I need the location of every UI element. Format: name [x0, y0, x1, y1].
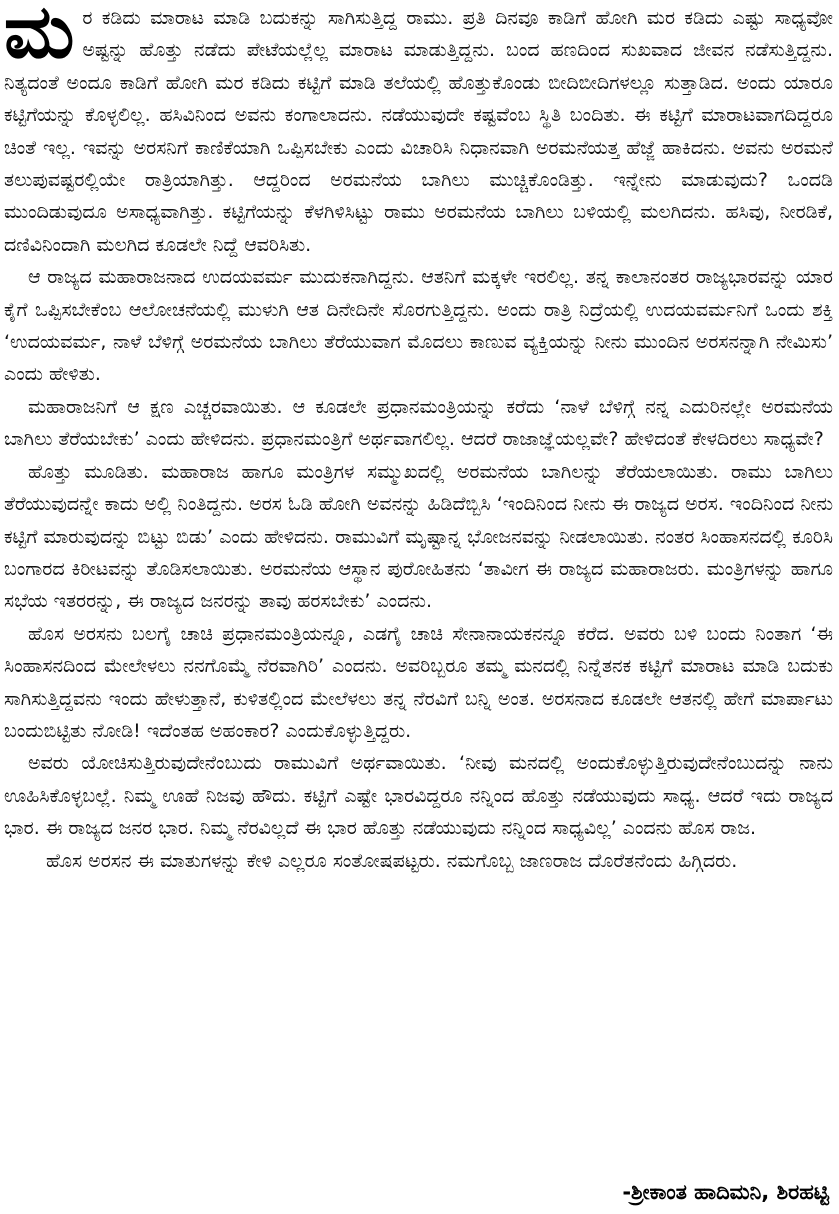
story-paragraph-6: ಅವರು ಯೋಚಿಸುತ್ತಿರುವುದೇನೆಂಬುದು ರಾಮುವಿಗೆ ಅರ್ಥವಾಯಿತು. ‘ನೀವು ಮನದಲ್ಲಿ ಅಂದುಕೊಳ್ಳುತ್ತಿರುವುದೇನೆಂಬುದನ್ನು ನಾನು ಊಹಿಸಿಕೊಳ್ಳಬಲ್ಲೆ. ನಿಮ್ಮ ಊಹೆ ನಿಜವು ಹೌದು. ಕಟ್ಟಿಗೆ ಎಷ್ಟೇ ಭಾರವಿದ್ದರೂ ನನ್ನಿಂದ ಹೊತ್ತು ನಡೆಯುವುದು ಸಾಧ್ಯ. ಆದರೆ ಇದು ರಾಜ್ಯದ ಭಾರ. ಈ ರಾಜ್ಯದ ಜನರ ಭಾರ. ನಿಮ್ಮ ನೆರವಿಲ್ಲದೆ ಈ ಭಾರ ಹೊತ್ತು ನಡೆಯುವುದು ನನ್ನಿಂದ ಸಾಧ್ಯವಿಲ್ಲ’ ಎಂದನು ಹೊಸ ರಾಜ.	[4, 752, 833, 840]
author-signature: -ಶ್ರೀಕಾಂತ ಹಾದಿಮನಿ, ಶಿರಹಟ್ಟಿ	[622, 1179, 829, 1204]
story-paragraph-2: ಆ ರಾಜ್ಯದ ಮಹಾರಾಜನಾದ ಉದಯವರ್ಮ ಮುದುಕನಾಗಿದ್ದನು. ಆತನಿಗೆ ಮಕ್ಕಳೇ ಇರಲಿಲ್ಲ. ತನ್ನ ಕಾಲಾನಂತರ ರಾಜ್ಯಭಾರವನ್ನು ಯಾರ ಕೈಗೆ ಒಪ್ಪಿಸಬೇಕೆಂಬ ಆಲೋಚನೆಯಲ್ಲಿ ಮುಳುಗಿ ಆತ ದಿನೇದಿನೇ ಸೊರಗುತ್ತಿದ್ದನು. ಅಂದು ರಾತ್ರಿ ನಿದ್ರೆಯಲ್ಲಿ ಉದಯವರ್ಮನಿಗೆ ಒಂದು ಶಕ್ತಿ ‘ಉದಯವರ್ಮ, ನಾಳೆ ಬೆಳಿಗ್ಗೆ ಅರಮನೆಯ ಬಾಗಿಲು ತೆರೆಯುವಾಗ ಮೊದಲು ಕಾಣುವ ವ್ಯಕ್ತಿಯನ್ನು ನೀನು ಮುಂದಿನ ಅರಸನನ್ನಾಗಿ ನೇಮಿಸು’ ಎಂದು ಹೇಳಿತು.	[4, 266, 833, 386]
story-paragraph-3: ಮಹಾರಾಜನಿಗೆ ಆ ಕ್ಷಣ ಎಚ್ಚರವಾಯಿತು. ಆ ಕೂಡಲೇ ಪ್ರಧಾನಮಂತ್ರಿಯನ್ನು ಕರೆದು ‘ನಾಳೆ ಬೆಳಿಗ್ಗೆ ನನ್ನ ಎದುರಿನಲ್ಲೇ ಅರಮನೆಯ ಬಾಗಿಲು ತೆರೆಯಬೇಕು’ ಎಂದು ಹೇಳಿದನು. ಪ್ರಧಾನಮಂತ್ರಿಗೆ ಅರ್ಥವಾಗಲಿಲ್ಲ. ಆದರೆ ರಾಜಾಜ್ಞೆಯಲ್ಲವೇ? ಹೇಳಿದಂತೆ ಕೇಳದಿರಲು ಸಾಧ್ಯವೇ?	[4, 395, 833, 451]
story-paragraph-4: ಹೊತ್ತು ಮೂಡಿತು. ಮಹಾರಾಜ ಹಾಗೂ ಮಂತ್ರಿಗಳ ಸಮ್ಮುಖದಲ್ಲಿ ಅರಮನೆಯ ಬಾಗಿಲನ್ನು ತೆರೆಯಲಾಯಿತು. ರಾಮು ಬಾಗಿಲು ತೆರೆಯುವುದನ್ನೇ ಕಾದು ಅಲ್ಲಿ ನಿಂತಿದ್ದನು. ಅರಸ ಓಡಿ ಹೋಗಿ ಅವನನ್ನು ಹಿಡಿದೆಬ್ಬಿಸಿ ‘ಇಂದಿನಿಂದ ನೀನು ಈ ರಾಜ್ಯದ ಅರಸ. ಇಂದಿನಿಂದ ನೀನು ಕಟ್ಟಿಗೆ ಮಾರುವುದನ್ನು ಬಿಟ್ಟು ಬಿಡು’ ಎಂದು ಹೇಳಿದನು. ರಾಮುವಿಗೆ ಮೃಷ್ಟಾನ್ನ ಭೋಜನವನ್ನು ನೀಡಲಾಯಿತು. ನಂತರ ಸಿಂಹಾಸನದಲ್ಲಿ ಕೂರಿಸಿ ಬಂಗಾರದ ಕಿರೀಟವನ್ನು ತೊಡಿಸಲಾಯಿತು. ಅರಮನೆಯ ಆಸ್ಥಾನ ಪುರೋಹಿತನು ‘ತಾವೀಗ ಈ ರಾಜ್ಯದ ಮಹಾರಾಜರು. ಮಂತ್ರಿಗಳನ್ನು ಹಾಗೂ ಸಭೆಯ ಇತರರನ್ನು, ಈ ರಾಜ್ಯದ ಜನರನ್ನು ತಾವು ಹರಸಬೇಕು’ ಎಂದನು.	[4, 460, 833, 613]
story-paragraph-7: ಹೊಸ ಅರಸನ ಈ ಮಾತುಗಳನ್ನು ಕೇಳಿ ಎಲ್ಲರೂ ಸಂತೋಷಪಟ್ಟರು. ನಮಗೊಬ್ಬ ಜಾಣರಾಜ ದೊರೆತನೆಂದು ಹಿಗ್ಗಿದರು.	[46, 849, 738, 872]
story-paragraph-5: ಹೊಸ ಅರಸನು ಬಲಗೈ ಚಾಚಿ ಪ್ರಧಾನಮಂತ್ರಿಯನ್ನೂ, ಎಡಗೈ ಚಾಚಿ ಸೇನಾನಾಯಕನನ್ನೂ ಕರೆದ. ಅವರು ಬಳಿ ಬಂದು ನಿಂತಾಗ ‘ಈ ಸಿಂಹಾಸನದಿಂದ ಮೇಲೇಳಲು ನನಗೊಮ್ಮೆ ನೆರವಾಗಿರಿ’ ಎಂದನು. ಅವರಿಬ್ಬರೂ ತಮ್ಮ ಮನದಲ್ಲಿ ನಿನ್ನೆತನಕ ಕಟ್ಟಿಗೆ ಮಾರಾಟ ಮಾಡಿ ಬದುಕು ಸಾಗಿಸುತ್ತಿದ್ದವನು ಇಂದು ಹೇಳುತ್ತಾನೆ, ಕುಳಿತಲ್ಲಿಂದ ಮೇಲೆಳಲು ತನ್ನ ನೆರವಿಗೆ ಬನ್ನಿ ಅಂತ. ಅರಸನಾದ ಕೂಡಲೇ ಆತನಲ್ಲಿ ಹೇಗೆ ಮಾರ್ಪಾಟು ಬಂದುಬಿಟ್ಟಿತು ನೋಡಿ! ಇದೆಂತಹ ಅಹಂಕಾರ? ಎಂದುಕೊಳ್ಳುತ್ತಿದ್ದರು.	[4, 622, 833, 742]
paragraph-1-text: ರ ಕಡಿದು ಮಾರಾಟ ಮಾಡಿ ಬದುಕನ್ನು ಸಾಗಿಸುತ್ತಿದ್ದ ರಾಮು. ಪ್ರತಿ ದಿನವೂ ಕಾಡಿಗೆ ಹೋಗಿ ಮರ ಕಡಿದು ಎಷ್ಟು ಸಾಧ್ಯವೋ ಅಷ್ಟನ್ನು ಹೊತ್ತು ನಡೆದು ಪೇಟೆಯಲ್ಲೆಲ್ಲ ಮಾರಾಟ ಮಾಡುತ್ತಿದ್ದನು. ಬಂದ ಹಣದಿಂದ ಸುಖವಾದ ಜೀವನ ನಡೆಸುತ್ತಿದ್ದನು. ನಿತ್ಯದಂತೆ ಅಂದೂ ಕಾಡಿಗೆ ಹೋಗಿ ಮರ ಕಡಿದು ಕಟ್ಟಿಗೆ ಮಾಡಿ ತಲೆಯಲ್ಲಿ ಹೊತ್ತುಕೊಂಡು ಬೀದಿಬೀದಿಗಳಲ್ಲೂ ಸುತ್ತಾಡಿದ. ಅಂದು ಯಾರೂ ಕಟ್ಟಿಗೆಯನ್ನು ಕೊಳ್ಳಲಿಲ್ಲ. ಹಸಿವಿನಿಂದ ಅವನು ಕಂಗಾಲಾದನು. ನಡೆಯುವುದೇ ಕಷ್ಟವೆಂಬ ಸ್ಥಿತಿ ಬಂದಿತು. ಈ ಕಟ್ಟಿಗೆ ಮಾರಾಟವಾಗದಿದ್ದರೂ ಚಿಂತೆ ಇಲ್ಲ. ಇವನ್ನು ಅರಸನಿಗೆ ಕಾಣಿಕೆಯಾಗಿ ಒಪ್ಪಿಸಬೇಕು ಎಂದು ವಿಚಾರಿಸಿ ನಿಧಾನವಾಗಿ ಅರಮನೆಯತ್ತ ಹೆಜ್ಜೆ ಹಾಕಿದನು. ಅವನು ಅರಮನೆ ತಲುಪುವಷ್ಟರಲ್ಲಿಯೇ ರಾತ್ರಿಯಾಗಿತ್ತು. ಆದ್ದರಿಂದ ಅರಮನೆಯ ಬಾಗಿಲು ಮುಚ್ಚಿಕೊಂಡಿತ್ತು. ಇನ್ನೇನು ಮಾಡುವುದು? ಒಂದಡಿ ಮುಂದಿಡುವುದೂ ಅಸಾಧ್ಯವಾಗಿತ್ತು. ಕಟ್ಟಿಗೆಯನ್ನು ಕೆಳಗಿಳಿಸಿಟ್ಟು ರಾಮು ಅರಮನೆಯ ಬಾಗಿಲು ಬಳಿಯಲ್ಲಿ ಮಲಗಿದನು. ಹಸಿವು, ನೀರಡಿಕೆ, ದಣಿವಿನಿಂದಾಗಿ ಮಲಗಿದ ಕೂಡಲೇ ನಿದ್ದೆ ಆವರಿಸಿತು.	[4, 7, 833, 256]
dropcap-letter: ಮ	[4, 0, 75, 75]
story-paragraph-1	[4, 2, 833, 261]
